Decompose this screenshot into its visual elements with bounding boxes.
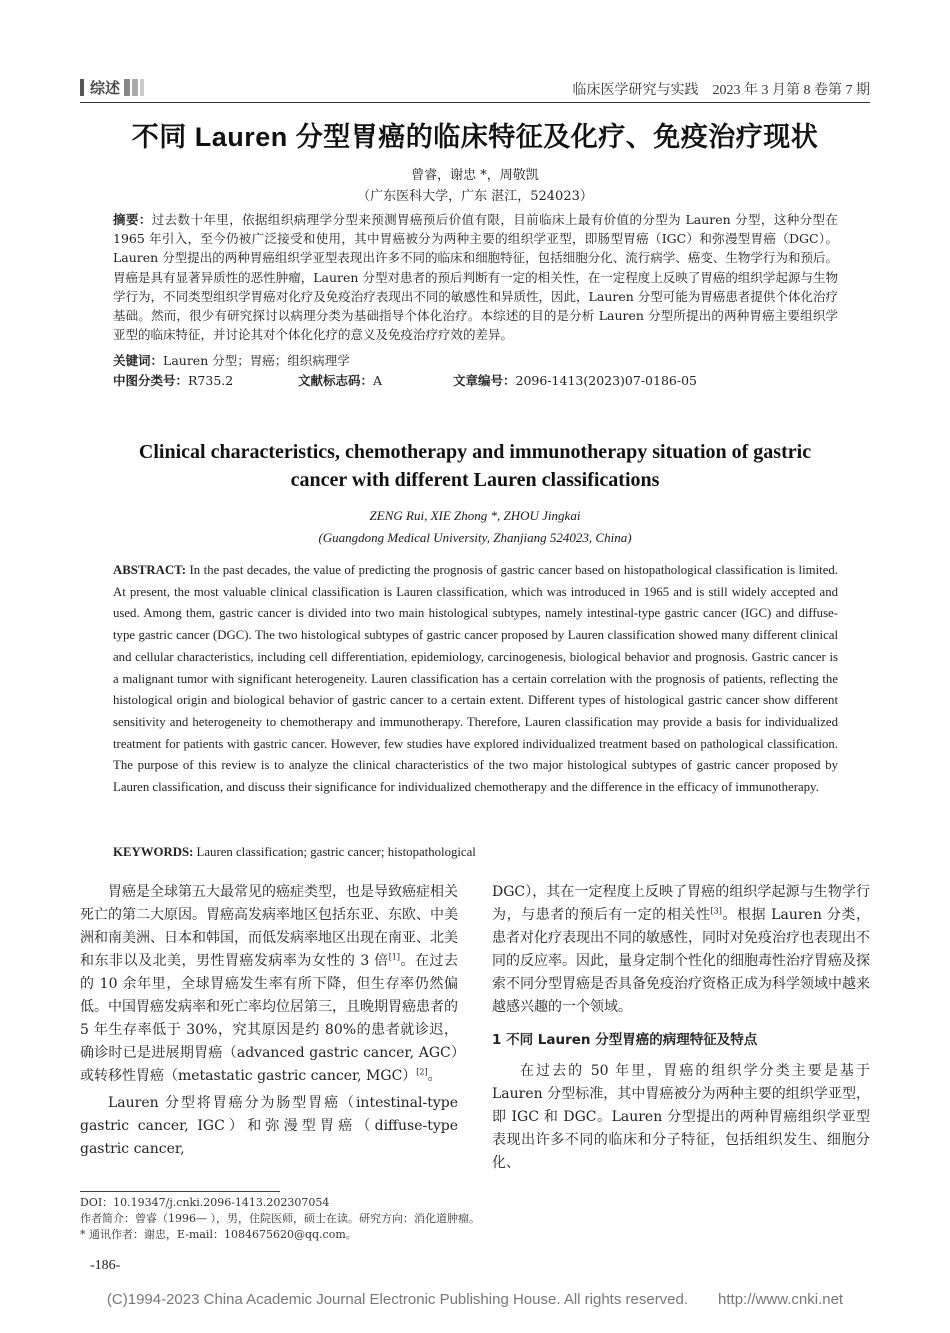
body-left-column xyxy=(80,881,458,1161)
journal-header: 临床医学研究与实践 2023 年 3 月第 8 卷第 7 期 xyxy=(572,83,870,98)
section-heading: 1 不同 Lauren 分型胃癌的病理特征及特点 xyxy=(492,1032,758,1048)
abstract-chinese-label: 摘要： xyxy=(113,212,152,227)
abstract-chinese-text: 过去数十年里，依据组织病理学分型来预测胃癌预后价值有限，目前临床上最有价值的分型为 Lauren 分型，这种分型在 1965 年引入，至今仍被广泛接受和使用，其中胃癌被分为两种主要的组织学亚型，即肠型胃癌（IGC）和弥漫型胃癌（DGC）。Lauren 分型提出的两种胃癌组织学亚型表现出许多不同的临床和细胞特征，包括细胞分化、流行病学、癌变、生物学行为和预后。胃癌是具有显著异质性的恶性肿瘤，Lauren 分型对患者的预后判断有一定的相关性，在一定程度上反映了胃癌的组织学起源与生物学行为，不同类型组织学胃癌对化疗及免疫治疗表现出不同的敏感性和异质性，因此，Lauren 分型可能为胃癌患者提供个体化治疗基础。然而，很少有研究探讨以病理分类为基础指导个体化治疗。本综述的目的是分析 Lauren 分型所提出的两种胃癌主要组织学亚型的临床特征，并讨论其对个体化化疗的意义及免疫治疗疗效的差异。 xyxy=(113,212,838,343)
clc-number xyxy=(113,371,233,389)
section-bar-decoration xyxy=(80,79,84,96)
doi-footnote: DOI：10.19347/j.cnki.2096-1413.202307054 xyxy=(80,1196,330,1209)
body-text: DGC），其在一定程度上反映了胃癌的组织学起源与生物学行为，与患者的预后有一定的相关性 xyxy=(492,884,870,923)
affiliation-english: (Guangdong Medical University, Zhanjiang 524023, China) xyxy=(318,530,632,545)
author-bio-footnote: 作者简介：曾睿（1996— ），男，住院医师，硕士在读。研究方向：消化道肿瘤。 xyxy=(80,1212,480,1225)
clc-value: R735.2 xyxy=(188,373,234,388)
keywords-chinese-label: 关键词： xyxy=(113,353,164,368)
document-code xyxy=(298,371,382,389)
citation-ref: [1] xyxy=(388,952,401,962)
document-code-value: A xyxy=(373,373,383,388)
body-right-column xyxy=(492,881,870,1175)
title-chinese: 不同 Lauren 分型胃癌的临床特征及化疗、免疫治疗现状 xyxy=(131,122,819,152)
keywords-english-text: Lauren classification; gastric cancer; histopathological xyxy=(193,845,476,859)
header-divider xyxy=(80,102,870,103)
body-text: 胃癌是全球第五大最常见的癌症类型，也是导致癌症相关死亡的第二大原因。胃癌高发病率地区包括东亚、东欧、中美洲和南美洲、日本和韩国，而低发病率地区出现在南亚、北美和东非以及北美，男性胃癌发病率为女性的 3 倍 xyxy=(80,884,458,969)
keywords-chinese xyxy=(113,351,350,369)
abstract-chinese xyxy=(113,210,838,344)
keywords-chinese-text: Lauren 分型；胃癌；组织病理学 xyxy=(163,353,350,368)
footnotes xyxy=(80,1195,480,1243)
footnote-divider xyxy=(80,1191,280,1192)
body-text: 。在过去的 10 余年里，全球胃癌发生率有所下降，但生存率仍然偏低。中国胃癌发病率和死亡率均位居第三，且晚期胃癌患者的 5 年生存率低于 30%，究其原因是约 80%的患者就诊迟，确诊时已是进展期胃癌（advanced gastric cancer, AGC）或转移性胃癌（metastatic gastric cancer, MGC） xyxy=(80,953,459,1084)
affiliation-chinese: （广东医科大学，广东 湛江，524023） xyxy=(357,189,593,204)
corresponding-author-footnote: * 通讯作者：谢忠，E-mail：1084675620@qq.com。 xyxy=(80,1228,357,1241)
body-paragraph xyxy=(80,881,458,1088)
authors-english: ZENG Rui, XIE Zhong *, ZHOU Jingkai xyxy=(369,508,581,523)
citation-ref: [2] xyxy=(416,1067,428,1077)
keywords-english-label: KEYWORDS: xyxy=(113,845,194,859)
document-code-label: 文献标志码： xyxy=(298,373,374,388)
article-number xyxy=(453,371,697,389)
body-paragraph: Lauren 分型将胃癌分为肠型胃癌（intestinal-type gastric cancer, IGC）和弥漫型胃癌（diffuse-type gastric cancer, xyxy=(80,1095,458,1157)
section-label-text: 综述 xyxy=(90,79,121,97)
body-paragraph: 在过去的 50 年里，胃癌的组织学分类主要是基于 Lauren 分型标准，其中胃癌被分为两种主要的组织学亚型，即 IGC 和 DGC。Lauren 分型提出的两种胃癌组织学亚型表现出许多不同的临床和分子特征，包括组织发生、细胞分化、 xyxy=(492,1063,870,1171)
article-number-value: 2096-1413(2023)07-0186-05 xyxy=(515,373,697,388)
abstract-english xyxy=(113,560,838,799)
citation-ref: [3] xyxy=(710,906,722,916)
page-number: -186- xyxy=(90,1258,121,1273)
title-english: Clinical characteristics, chemotherapy and immunotherapy situation of gastric cancer with different Lauren classifications xyxy=(138,441,812,491)
authors-chinese: 曾睿，谢忠 *，周敬凯 xyxy=(411,168,539,183)
body-paragraph xyxy=(492,881,870,1019)
copyright-watermark: (C)1994-2023 China Academic Journal Electronic Publishing House. All rights reserved. http://www.cnki.net xyxy=(106,1291,844,1308)
body-text: 。 xyxy=(427,1068,442,1084)
section-blocks-decoration xyxy=(124,79,144,96)
article-number-label: 文章编号： xyxy=(453,373,516,388)
abstract-english-label: ABSTRACT: xyxy=(113,563,187,577)
abstract-english-text: In the past decades, the value of predicting the prognosis of gastric cancer based on histopathological classification is limited. At present, the most valuable clinical classification is Lauren classification, which was introduced in 1965 and is still widely accepted and used. Among them, gastric cancer is divided into two main histological subtypes, namely intestinal-type gastric cancer (IGC) and diffuse-type gastric cancer (DGC). The two histological subtypes of gastric cancer proposed by Lauren classification showed many different clinical and cellular characteristics, including cell differentiation, epidemiology, carcinogenesis, biological behavior and prognosis. Gastric cancer is a malignant tumor with significant heterogeneity. Lauren classification has a certain correlation with the prognosis of patients, reflecting the histological origin and biological behavior of gastric cancer to a certain extent. Different types of histological gastric cancer show different sensitivity and heterogeneity to chemotherapy and immunotherapy. Therefore, Lauren classification may provide a basis for individualized treatment for patients with gastric cancer. However, few studies have explored individualized treatment based on pathological classification. The purpose of this review is to analyze the clinical characteristics of the two major histological subtypes of gastric cancer proposed by Lauren classification, and discuss their significance for individualized chemotherapy and the difference in the efficacy of immunotherapy. xyxy=(113,563,838,795)
clc-label: 中图分类号： xyxy=(113,373,189,388)
keywords-english xyxy=(113,845,476,860)
section-label xyxy=(80,77,144,98)
body-text: 。根据 Lauren 分类，患者对化疗表现出不同的敏感性，同时对免疫治疗也表现出不同的反应率。因此，量身定制个性化的细胞毒性治疗胃癌及探索不同分型胃癌是否具备免疫治疗资格正成为科学领域中越来越感兴趣的一个领域。 xyxy=(492,907,870,1015)
